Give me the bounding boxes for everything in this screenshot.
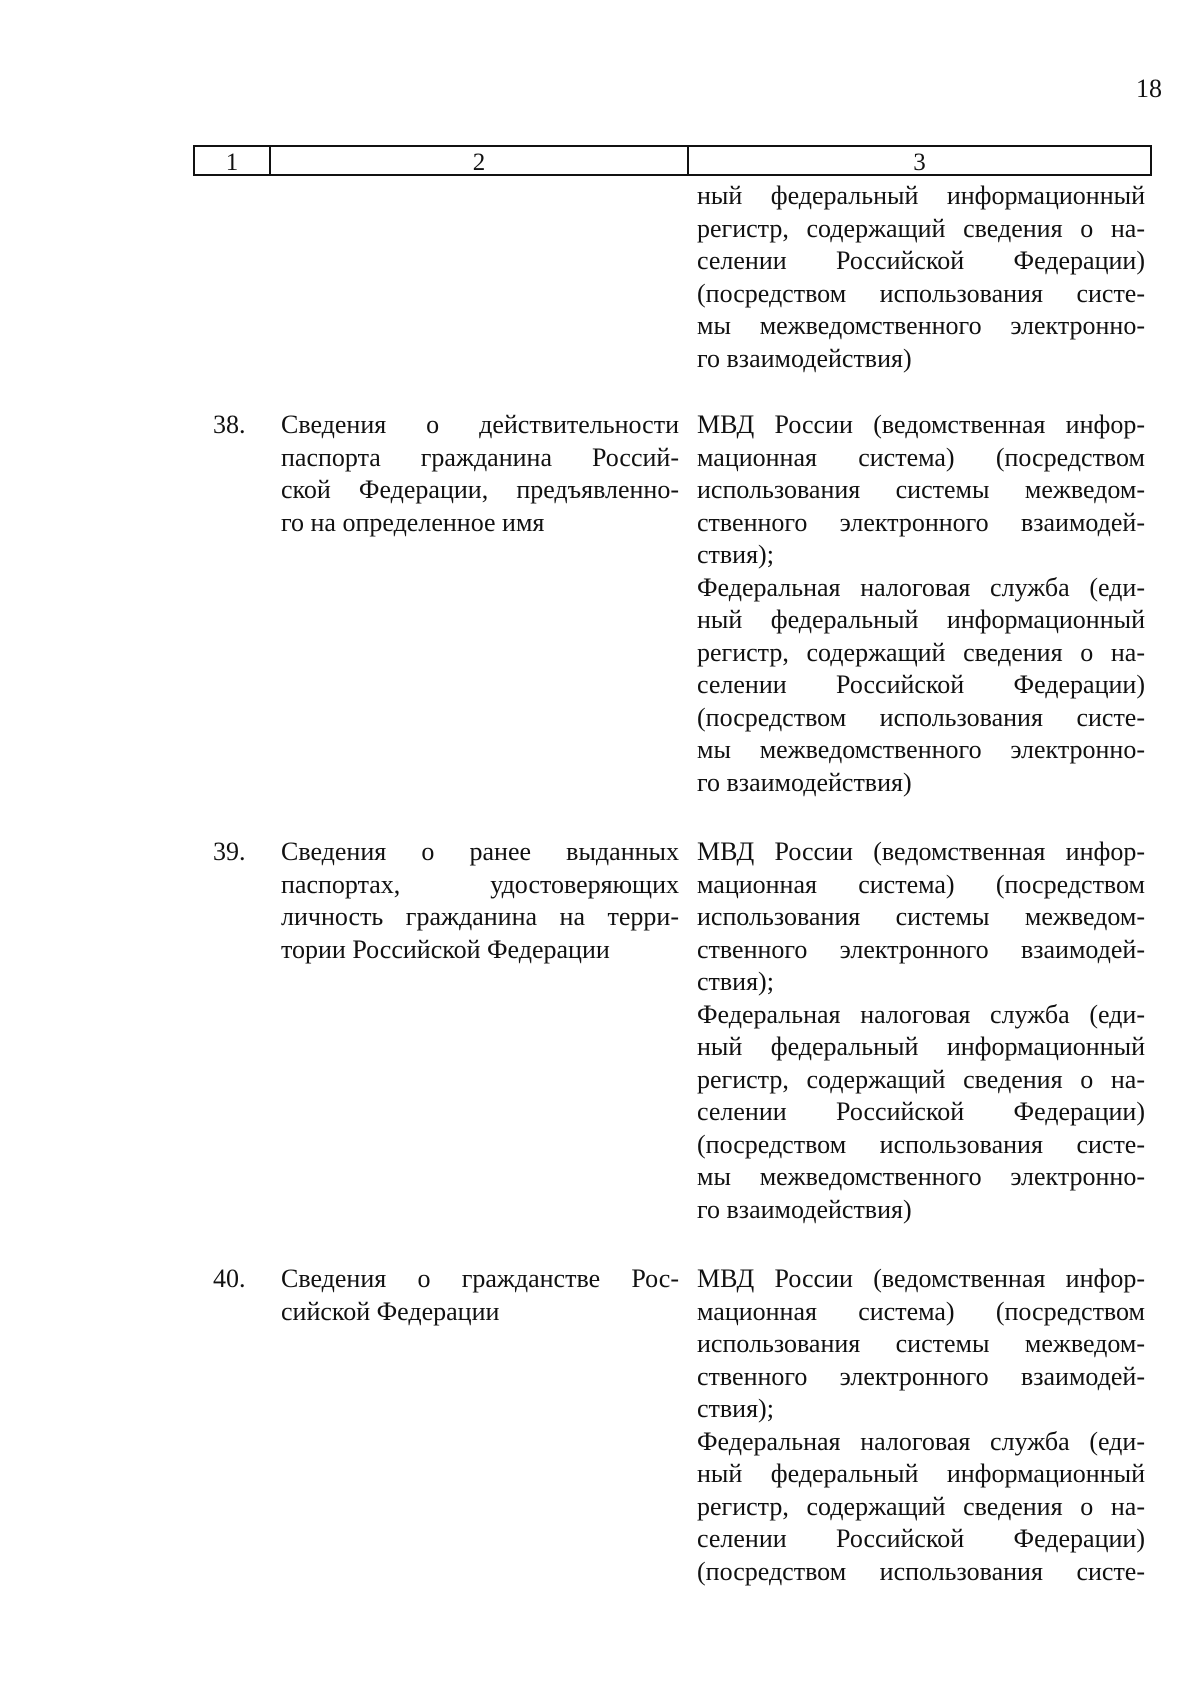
text-line: мационная система) (посредством [697,442,1145,472]
text-line: ственного электронного взаимодей- [697,507,1145,537]
text-line: ственного электронного взаимодей- [697,1361,1145,1391]
text-line: мационная система) (посредством [697,869,1145,899]
text-line: мы межведомственного электронно- [697,735,1145,764]
text-line: го взаимодействия) [697,1194,912,1224]
row-source [697,409,1145,799]
text-line: мы межведомственного электронно- [697,1162,1145,1191]
text-line: го взаимодействия) [697,767,912,797]
text-line: тории Российской Федерации [281,934,610,964]
text-line: МВД России (ведомственная инфор- [697,837,1145,866]
text-line: селении Российской Федерации) [697,1097,1145,1126]
text-line: регистр, содержащий сведения о на- [697,637,1145,667]
row-source [697,836,1145,1226]
text-line: (посредством использования систе- [697,1556,1145,1586]
text-line: (посредством использования систе- [697,1129,1145,1159]
text-line: ный федеральный информационный [697,1032,1145,1061]
text-line: регистр, содержащий сведения о на- [697,1064,1145,1094]
text-line: (посредством использования систе- [697,278,1145,308]
text-line: Сведения о гражданстве Рос- [281,1264,679,1293]
text-line: использования системы межведом- [697,1329,1145,1358]
text-line: ствия); [697,967,774,996]
text-line: ный федеральный информационный [697,605,1145,634]
text-line: Федеральная налоговая служба (еди- [697,572,1145,602]
row-number: 38. [213,410,246,439]
row-description [281,836,679,966]
text-line: (посредством использования систе- [697,702,1145,732]
text-line: использования системы межведом- [697,902,1145,931]
header-col-2: 2 [271,147,689,174]
text-line: ный федеральный информационный [697,1459,1145,1488]
text-line: го взаимодействия) [697,343,912,373]
text-line: Сведения о действительности [281,410,679,439]
row-number: 39. [213,837,246,866]
row-description [281,1263,679,1328]
text-line: МВД России (ведомственная инфор- [697,410,1145,439]
row-description [281,409,679,539]
text-line: Федеральная налоговая служба (еди- [697,1426,1145,1456]
text-line: личность гражданина на терри- [281,902,679,931]
text-line: регистр, содержащий сведения о на- [697,213,1145,243]
text-line: ный федеральный информационный [697,181,1145,210]
row-number: 40. [213,1264,246,1293]
table-header [193,145,1152,176]
text-line: сийской Федерации [281,1296,500,1326]
text-line: мы межведомственного электронно- [697,311,1145,340]
header-col-3: 3 [913,149,926,176]
text-line: паспорта гражданина Россий- [281,442,679,472]
text-line: селении Российской Федерации) [697,1524,1145,1553]
text-line: селении Российской Федерации) [697,246,1145,275]
text-line: ственного электронного взаимодей- [697,934,1145,964]
text-line: использования системы межведом- [697,475,1145,504]
text-line: ской Федерации, предъявленно- [281,475,679,504]
page-number: 18 [1136,74,1162,103]
text-line: Сведения о ранее выданных [281,837,679,866]
text-line: регистр, содержащий сведения о на- [697,1491,1145,1521]
text-line: Федеральная налоговая служба (еди- [697,999,1145,1029]
text-line: мационная система) (посредством [697,1296,1145,1326]
text-line: МВД России (ведомственная инфор- [697,1264,1145,1293]
text-line: паспортах, удостоверяющих [281,869,679,899]
text-line: селении Российской Федерации) [697,670,1145,699]
text-line: ствия); [697,540,774,569]
header-col-1: 1 [195,147,271,174]
text-line: го на определенное имя [281,507,545,537]
row-source [697,1263,1145,1588]
carryover-source [697,180,1145,375]
text-line: ствия); [697,1394,774,1423]
